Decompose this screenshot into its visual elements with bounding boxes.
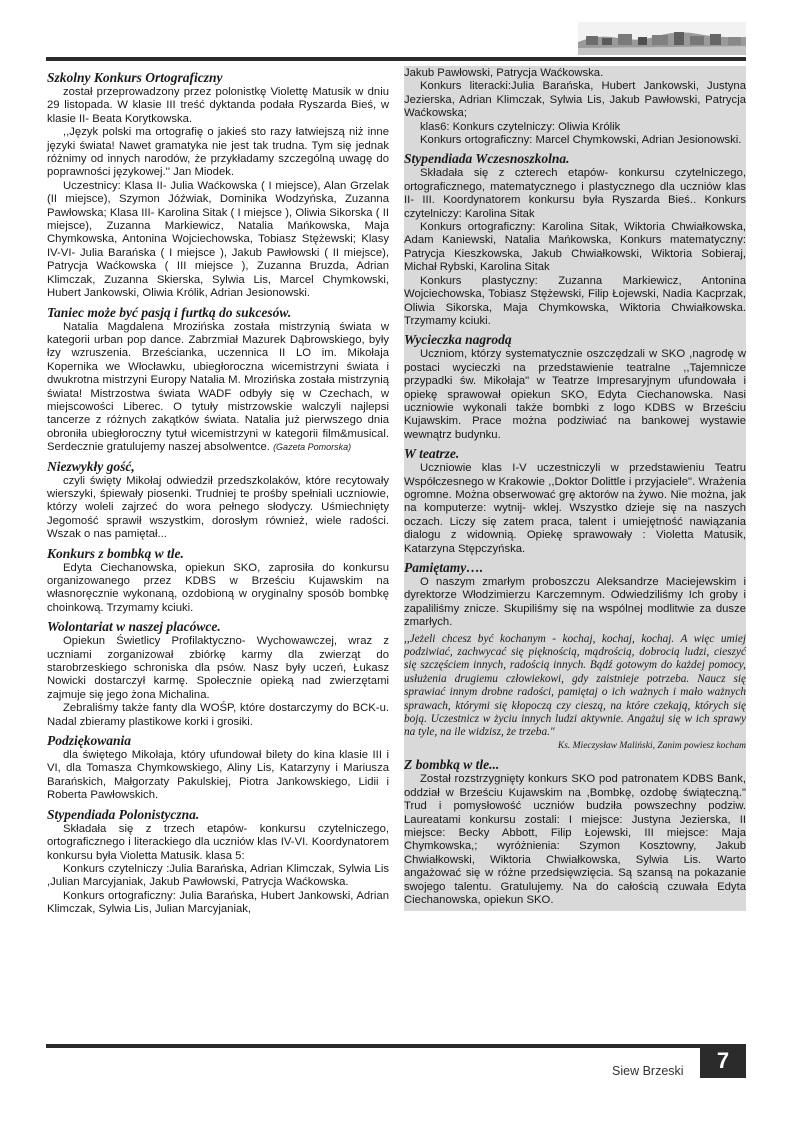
article-title: Konkurs z bombką w tle. [47,545,184,561]
article-paragraph: Uczniowie klas I-V uczestniczyli w przedstawieniu Teatru Współczesnego w Krakowie ,,Doktor Dolittle i przyjaciele". Wrażenia ogromne. Można obserwować grę aktorów na żywo. Nie można, jak na komputerze: wytnij- wklej. Wszystko dzieje się na naszych oczach. Liczy się zatem praca, talent i umiejętność nawiązania dialogu z widownią. Opiekę sprawowały : Violetta Matusik, Katarzyna Stępczyńska. [404,462,746,555]
article-paragraph: Uczestnicy: Klasa II- Julia Waćkowska ( I miejsce), Alan Grzelak (II miejsce), Szymon Jóźwiak, Dominika Wodzyńska, Zuzanna Pawłowska; Klasa III- Karolina Sitak ( I miejsce ), Oliwia Sikorska ( II miejsce), Zuzanna Markiewicz, Natalia Mańkowska, Maja Chymkowska, Antonina Wojciechowska, Tobiasz Stężewski; Klasy IV-VI- Julia Barańska ( I miejsce ), Jakub Pawłowski ( II miejsce), Patrycja Waćkowska ( III miejsce ), Zuzanna Bruzda, Adrian Klimczak, Zuzanna Skierska, Sylwia Lis, Marcel Chymkowski, Hubert Jankowski, Oliwia Królik, Adrian Jesionowski. [47,179,389,300]
left-column [47,66,389,917]
article-title: Stypendiada Polonistyczna. [47,806,200,822]
article-paragraph: Konkurs ortograficzny: Karolina Sitak, Wiktoria Chwiałkowska, Adam Kaniewski, Natalia Mańkowska, Konkurs matematyczny: Patrycja Kieszkowska, Jakub Chwiałkowski, Wiktoria Sobieraj, Michał Rybski, Karolina Sitak [404,221,746,274]
article-paragraph: Składała się z czterech etapów- konkursu czytelniczego, ortograficznego, matematycznego i plastycznego dla uczniów klas II- III. Koordynatorem konkursu była Ryszarda Bieś.. Konkurs czytelniczy: Karolina Sitak [404,167,746,220]
article-paragraph: Konkurs czytelniczy :Julia Barańska, Adrian Klimczak, Sylwia Lis ,Julian Marcyjaniak, Jakub Pawłowski, Patrycja Waćkowska. [47,862,389,889]
article-source: (Gazeta Pomorska) [273,442,352,453]
article-title: Stypendiada Wczesnoszkolna. [404,151,570,167]
article-teatr [404,446,746,556]
article-title: Szkolny Konkurs Ortograficzny [47,70,223,85]
article-paragraph: Jakub Pawłowski, Patrycja Waćkowska. [404,67,604,79]
article-mikolaj [47,459,389,542]
article-text: Natalia Magdalena Mrozińska została mistrzynią świata w kategorii urban pop dance. Zabrzmiał Mazurek Dąbrowskiego, były łzy wzruszenia. Brześcianka, uczennica II LO im. Mikołaja Kopernika we Włocławku, ubiegłoroczna wicemistrzyni świata i dwukrotna mistrzyni Europy Natalia M. Mrozińska została mistrzynią świata! Mistrzostwa świata WADF odbyły się w Czechach, w miejscowości Liberec. O tytuły mistrzowskie walczyli najlepsi tancerze z różnych zakątków świata. Natalia już pierwszego dnia obroniła ubiegłoroczny tytuł wicemistrzyni w kategorii film&musical. Serdecznie gratulujemy naszej absolwentce. [47,320,389,454]
article-title: Wolontariat w naszej placówce. [47,619,221,635]
page-number: 7 [700,1044,746,1078]
article-stypendiada-wczesnoszkolna [404,151,746,328]
header-town-photo [578,22,746,55]
article-paragraph: O naszym zmarłym proboszczu Aleksandrze Maciejewskim i dyrektorze Włodzimierzu Karczemnym. Odwiedziliśmy Ich groby i zapaliliśmy znicze. Skupiliśmy się na wspólnej modlitwie za dusze zmarłych. [404,576,746,629]
article-title: Wycieczka nagrodą [404,332,512,348]
article-wolontariat [47,619,389,729]
footer-rule [46,1044,700,1048]
right-column [404,66,746,911]
article-paragraph: dla świętego Mikołaja, który ufundował bilety do kina klasie III i VI, dla Tomasza Chymkowskiego, Aliny Lis, Katarzyny i Mariusza Barańskich, Małgorzaty Pakulskiej, Piotra Jankowskiego, Lidii i Roberta Pawłowskich. [47,749,389,802]
article-paragraph: klas6: Konkurs czytelniczy: Oliwia Królik [420,120,621,133]
quote-author: Ks. Mieczysław Maliński, Zanim powiesz kocham [557,740,746,751]
article-paragraph: Edyta Ciechanowska, opiekun SKO, zaprosiła do konkursu organizowanego przez KDBS w Brześciu Kujawskim na własnoręcznie wykonaną, ozdobioną w oryginalny sposób bombkę choinkową. Trzymamy kciuki. [47,561,389,614]
right-shaded-box [404,66,746,911]
article-konkurs-bombka [47,546,389,616]
article-paragraph: czyli święty Mikołaj odwiedził przedszkolaków, które recytowały wierszyki, śpiewały piosenki. Trudniej te prośby spełniali uczniowie, którzy woleli zajrzeć do wora pełnego słodyczy. Uśmiechnięty Jegomość sprawił wszystkim, dorosłym również, wiele radości. Wszak o nas pamiętał... [47,474,389,541]
article-paragraph: Składała się z trzech etapów- konkursu czytelniczego, ortograficznego i literackiego dla uczniów klas IV-VI. Koordynatorem konkursu była Violetta Matusik. klasa 5: [47,822,389,862]
publication-name: Siew Brzeski [612,1064,684,1078]
article-wycieczka [404,332,746,442]
header-rule [46,57,746,61]
article-paragraph: ,,Język polski ma ortografię o jakieś sto razy łatwiejszą niż inne języki świata! Nawet gramatyka nie jest tak trudna. Tym się jednak różnimy od innych narodów, że przykładamy szczególną uwagę do poprawności językowej.'' Jan Miodek. [47,126,389,179]
article-title: Taniec może być pasją i furtką do sukcesów. [47,304,292,320]
article-paragraph: Konkurs plastyczny: Zuzanna Markiewicz, Antonina Wojciechowska, Tobiasz Stężewski, Filip Łojewski, Nadia Kacprzak, Oliwia Sikorska, Maja Chymkowska, Wiktoria Chwiałkowska. Trzymamy kciuki. [404,274,746,327]
article-pamietamy [404,560,746,630]
quote-text: ,,Jeżeli chcesz być kochanym - kochaj, kochaj, kochaj. A więc umiej podziwiać, zachwycać się pięknością, mądrością, dobrocią ludzi, cieszyć się szczęściem innych, radością innych. Bądź gotowym do każdej pomocy, usłużenia drugiemu człowiekowi, gdy zaistnieje potrzeba. Naucz się sprawiać innym drobne radości, pamiętaj o ich ważnych i mało ważnych sprawach, którymi się kłopoczą czy cieszą, na które czekają, których się boją. Uczestnicz w życiu innych ludzi aktywnie. Angażuj się w ich sprawy na tyle, na ile widzisz, że trzeba." [404,632,746,739]
article-title: W teatrze. [404,446,460,462]
article-paragraph: Konkurs ortograficzny: Julia Barańska, Hubert Jankowski, Adrian Klimczak, Sylwia Lis, Julian Marcyjaniak, [47,889,389,916]
article-paragraph: Opiekun Świetlicy Profilaktyczno- Wychowawczej, wraz z uczniami zorganizował zbiórkę karmy dla zwierząt do starobrzeskiego schroniska dla psów. Nasz były uczeń, Łukasz Nowicki dostarczył karmę. Społecznie opieką nad zwierzętami zajmuje się jego żona Michalina. [47,635,389,701]
article-paragraph: Został rozstrzygnięty konkurs SKO pod patronatem KDBS Bank, oddział w Brześciu Kujawskim na ,Bombkę, ozdobę świąteczną." Trud i pomysłowość uczniów budziła powszechny podziw. Laureatami konkursu zostali: I miejsce: Justyna Jezierska, II miejsce: Becky Abbott, Filip Łojewski, III miejsce: Maja Chymkowska,; wyróżnienia: Szymon Kosztowny, Jakub Chwiałkowski, Wiktoria Chwiałkowska, Sylwia Lis. Warto angażować się w różne przedsięwzięcia. Są szansą na pokazanie swojego talentu. Gratulujemy. Na do całością czuwała Edyta Ciechanowska, opiekun SKO. [404,773,746,906]
article-podziekowania [47,733,389,803]
article-title: Z bombką w tle... [404,757,500,773]
article-paragraph: Konkurs literacki:Julia Barańska, Hubert Jankowski, Justyna Jezierska, Adrian Klimczak, Sylwia Lis, Jakub Pawłowski, Patrycja Waćkowska; [404,80,746,120]
article-stypendiada-polonistyczna [47,807,389,917]
article-paragraph [47,321,389,455]
article-paragraph: Uczniom, którzy systematycznie oszczędzali w SKO ,nagrodę w postaci wycieczki na przedstawienie teatralne ,,Tajemnicze przypadki św. Mikołaja" w Teatrze Impresaryjnym ufundowała i opiekę sprawował opiekun SKO, Edyta Ciechanowska. Nasi uczniowie wykonali także bombki z logo KDBS w Brześciu Kujawskim. Prace można podziwiać na bankowej wystawie wewnątrz budynku. [404,348,746,441]
article-paragraph: Zebraliśmy także fanty dla WOŚP, które dostarczymy do BCK-u. Nadal zbieramy plastikowe korki i grosiki. [47,702,389,728]
article-title: Niezwykły gość, [47,458,135,474]
article-z-bombka [404,757,746,907]
article-paragraph: Konkurs ortograficzny: Marcel Chymkowski, Adrian Jesionowski. [420,134,742,147]
article-paragraph: został przeprowadzony przez polonistkę Violettę Matusik w dniu 29 listopada. W klasie III treść dyktanda podała Ryszarda Bieś, w klasie II- Beata Korytkowska. [47,86,389,125]
article-title: Podziękowania [47,733,132,749]
article-ortografia [47,70,389,301]
article-title: Pamiętamy…. [404,560,484,575]
article-taniec [47,305,389,455]
